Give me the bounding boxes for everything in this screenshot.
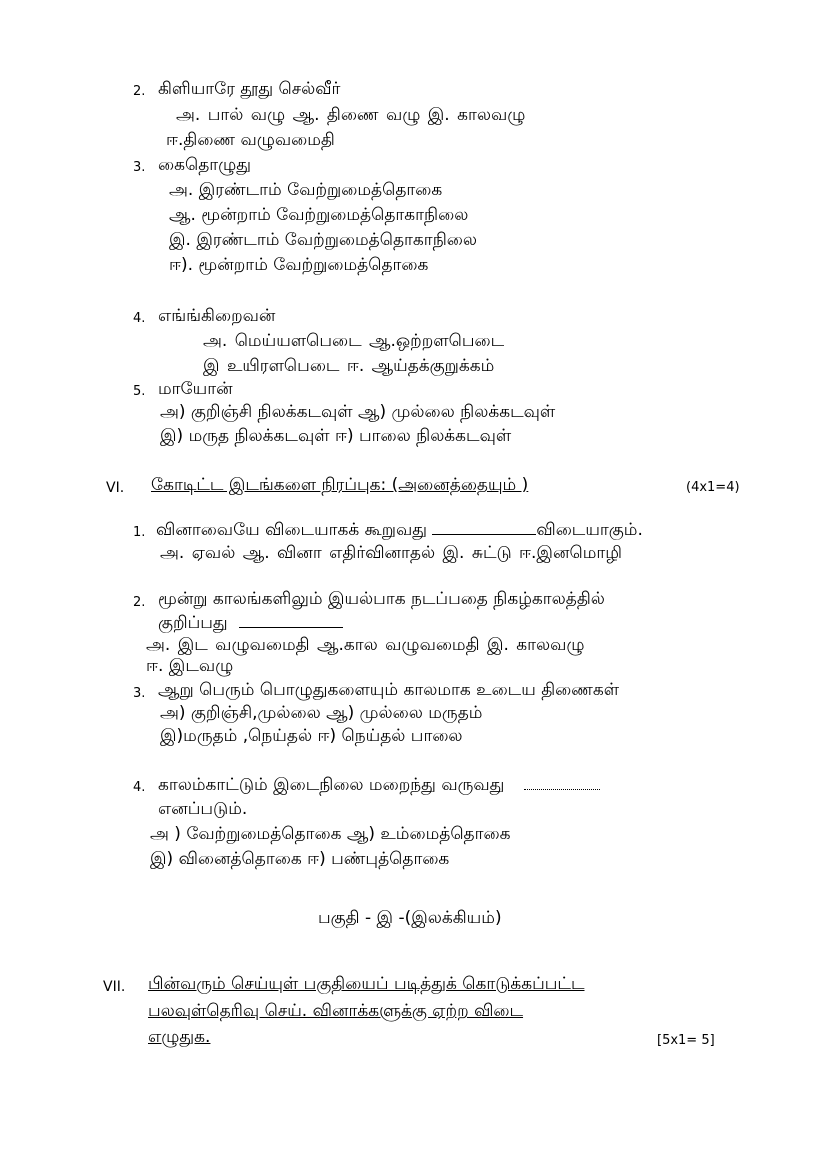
part-heading: பகுதி - இ -(இலக்கியம்) xyxy=(318,908,502,928)
section-numeral: VI. xyxy=(106,480,125,496)
question-text-line1: காலம்காட்டும் இடைநிலை மறைந்து வருவது xyxy=(158,775,510,795)
question-text: கிளியாரே தூது செல்வீர் xyxy=(158,79,341,99)
question-text: ஆறு பெரும் பொழுதுகளையும் காலமாக உடைய திணைகள் xyxy=(158,680,620,700)
options-line: அ. பால் வழு ஆ. திணை வழு இ. காலவழு xyxy=(176,105,526,125)
question-text: மாயோன் xyxy=(158,379,233,399)
answer-blank xyxy=(239,627,343,628)
option-item: ஈ). மூன்றாம் வேற்றுமைத்தொகை xyxy=(169,255,429,275)
question-number: 1. xyxy=(133,525,146,540)
options-line: அ) குறிஞ்சி,முல்லை ஆ) முல்லை மருதம் xyxy=(160,703,483,723)
options-line: ஈ. இடவழு xyxy=(146,656,234,676)
question-number: 4. xyxy=(133,311,146,326)
section-numeral: VII. xyxy=(103,979,126,995)
option-item: இ. இரண்டாம் வேற்றுமைத்தொகாநிலை xyxy=(169,230,477,250)
question-text xyxy=(156,520,643,540)
instruction-line: பின்வரும் செய்யுள் பகுதியைப் படித்துக் கொடுக்கப்பட்ட xyxy=(148,974,585,994)
answer-blank xyxy=(432,534,536,535)
section-marks: [5x1= 5] xyxy=(657,1033,715,1048)
question-number: 3. xyxy=(133,160,146,175)
question-number: 5. xyxy=(133,384,146,399)
option-item: அ. இரண்டாம் வேற்றுமைத்தொகை xyxy=(169,180,443,200)
options-line: இ உயிரளபெடை ஈ. ஆய்தக்குறுக்கம் xyxy=(203,356,495,376)
section-marks: (4x1=4) xyxy=(686,480,740,495)
options-line: இ)மருதம் ,நெய்தல் ஈ) நெய்தல் பாலை xyxy=(160,726,463,746)
instruction-line: பலவுள்தெரிவு செய். வினாக்களுக்கு ஏற்ற விடை xyxy=(148,1001,524,1021)
question-number: 3. xyxy=(133,686,146,701)
question-text-before: வினாவையே விடையாகக் கூறுவது xyxy=(156,520,433,540)
question-text-line2: குறிப்பது xyxy=(158,613,234,633)
answer-blank xyxy=(524,789,600,790)
question-text xyxy=(158,775,600,795)
question-text: எங்ங்கிறைவன் xyxy=(158,306,276,326)
options-line: அ. இட வழுவமைதி ஆ.கால வழுவமைதி இ. காலவழு xyxy=(146,635,585,655)
options-line: ஈ.திணை வழுவமைதி xyxy=(166,130,335,150)
question-text: எனப்படும். xyxy=(158,799,248,819)
options-line: இ) வினைத்தொகை ஈ) பண்புத்தொகை xyxy=(150,849,450,869)
question-text: மூன்று காலங்களிலும் இயல்பாக நடப்பதை நிகழ்காலத்தில் xyxy=(158,589,605,609)
section-heading: கோடிட்ட இடங்களை நிரப்புக: (அனைத்தையும் ) xyxy=(151,475,529,495)
question-text xyxy=(158,613,343,633)
options-line: அ. மெய்யளபெடை ஆ.ஒற்றளபெடை xyxy=(203,331,505,351)
options-line: இ) மருத நிலக்கடவுள் ஈ) பாலை நிலக்கடவுள் xyxy=(160,426,512,446)
options-line: அ ) வேற்றுமைத்தொகை ஆ) உம்மைத்தொகை xyxy=(150,824,511,844)
option-item: ஆ. மூன்றாம் வேற்றுமைத்தொகாநிலை xyxy=(169,205,469,225)
instruction-line: எழுதுக. xyxy=(148,1027,211,1047)
question-number: 2. xyxy=(133,84,146,99)
question-text-after: விடையாகும். xyxy=(536,520,643,540)
question-number: 4. xyxy=(133,780,146,795)
options-line: அ. ஏவல் ஆ. வினா எதிர்வினாதல் இ. சுட்டு ஈ.இனமொழி xyxy=(160,543,622,563)
question-number: 2. xyxy=(133,595,146,610)
options-line: அ) குறிஞ்சி நிலக்கடவுள் ஆ) முல்லை நிலக்கடவுள் xyxy=(160,402,556,422)
question-text: கைதொழுது xyxy=(158,155,252,175)
